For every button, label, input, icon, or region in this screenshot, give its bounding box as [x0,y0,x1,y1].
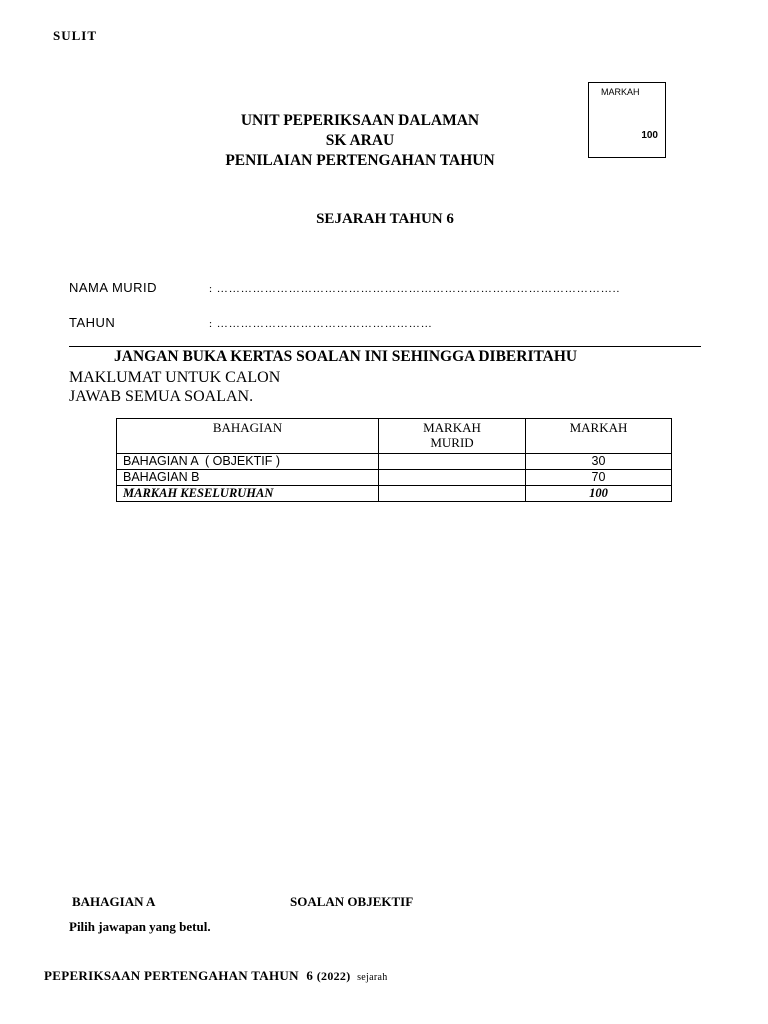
total-student-marks[interactable] [379,486,526,502]
total-row [117,486,672,502]
school-name: SK ARAU [325,132,395,149]
row-student-marks[interactable] [379,470,526,486]
year-field[interactable]: : ……………………………………………… [209,318,433,330]
row-marks: 70 [526,470,672,486]
classification-label: SULIT [53,28,98,43]
student-name-label: NAMA MURID [69,280,158,295]
marks-table [116,418,672,502]
section-a-type: SOALAN OBJEKTIF [290,894,414,909]
footer-grade: 6 [306,968,314,983]
warning-text: JANGAN BUKA KERTAS SOALAN INI SEHINGGA DIBERITAHU [114,348,578,365]
row-section: BAHAGIAN B [117,470,379,486]
score-box-label: MARKAH [601,87,640,97]
divider-line [69,346,701,347]
student-name-field[interactable]: : ……………………………………………………………………………………….. [209,283,621,295]
subject-title: SEJARAH TAHUN 6 [316,211,454,227]
score-box-value: 100 [641,130,658,141]
candidate-info-title: MAKLUMAT UNTUK CALON [69,369,281,386]
section-a-instruction: Pilih jawapan yang betul. [69,919,211,934]
footer-subject: sejarah [357,972,388,983]
exam-name: PENILAIAN PERTENGAHAN TAHUN [225,152,495,169]
footer-year: (2022) [316,969,351,983]
row-student-marks[interactable] [379,454,526,470]
header-section: BAHAGIAN [117,419,379,454]
total-marks: 100 [526,486,672,502]
table-row [117,470,672,486]
row-marks: 30 [526,454,672,470]
table-row [117,454,672,470]
page-footer [44,968,388,984]
section-a-label: BAHAGIAN A [72,894,156,909]
candidate-info-text: JAWAB SEMUA SOALAN. [69,388,254,405]
header-student-marks: MARKAH MURID [379,419,526,454]
header-marks: MARKAH [526,419,672,454]
score-box [588,82,666,158]
total-label: MARKAH KESELURUHAN [117,486,379,502]
footer-exam: PEPERIKSAAN PERTENGAHAN TAHUN [44,968,299,983]
exam-unit-title: UNIT PEPERIKSAAN DALAMAN [240,112,480,129]
row-section: BAHAGIAN A ( OBJEKTIF ) [117,454,379,470]
year-label: TAHUN [69,315,116,330]
marks-table-header [117,419,672,454]
